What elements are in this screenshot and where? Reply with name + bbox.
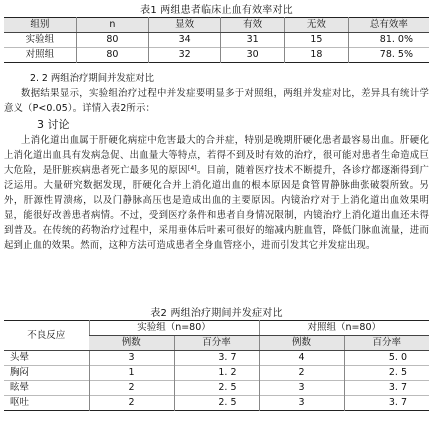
table-cell: 3	[89, 351, 174, 366]
table1-header-cell: 无效	[285, 18, 349, 33]
table-cell: 3	[259, 381, 344, 396]
table-cell: 2	[259, 366, 344, 381]
table1-grid	[4, 17, 429, 63]
table-row	[4, 33, 429, 48]
table2-subheader: 百分率	[174, 336, 259, 351]
table-cell: 3	[259, 396, 344, 411]
table2-caption: 表2 两组治疗期间并发症对比	[150, 308, 283, 319]
table-cell: 30	[221, 48, 285, 63]
table-cell: 呕吐	[4, 396, 89, 411]
table1-header-cell: n	[76, 18, 148, 33]
section-3-paragraph	[4, 133, 429, 253]
table-cell: 眩晕	[4, 381, 89, 396]
table1-header-cell: 显效	[149, 18, 221, 33]
table-cell: 80	[76, 48, 148, 63]
table-cell: 胸闷	[4, 366, 89, 381]
table-cell: 4	[259, 351, 344, 366]
table2-group-header-row	[4, 321, 429, 336]
table-cell: 2. 5	[344, 366, 429, 381]
table1-header-row	[4, 18, 429, 33]
table-row	[4, 48, 429, 63]
table2-subheader: 例数	[89, 336, 174, 351]
table-row	[4, 351, 429, 366]
table2-subheader: 例数	[259, 336, 344, 351]
table2	[4, 307, 429, 411]
table-cell: 3. 7	[174, 351, 259, 366]
section-2-2-paragraph: 数据结果显示，实验组治疗过程中并发症要明显多于对照组，两组并发症对比，差异具有统计学意义（P<0.05）。详情入表2所示：	[4, 88, 429, 114]
body-text	[4, 71, 429, 253]
table-cell: 5. 0	[344, 351, 429, 366]
table-cell: 2	[89, 381, 174, 396]
table-cell: 对照组	[4, 48, 76, 63]
table-cell: 头晕	[10, 352, 30, 363]
table-row	[4, 381, 429, 396]
table2-row-header: 不良反应	[4, 321, 89, 351]
table-cell: 1	[89, 366, 174, 381]
table-cell: 18	[285, 48, 349, 63]
table1-header-cell: 组别	[4, 18, 76, 33]
table2-subheader: 百分率	[344, 336, 429, 351]
table-cell: 80	[76, 33, 148, 48]
table-cell: 31	[221, 33, 285, 48]
table-cell: 3. 7	[344, 396, 429, 411]
table-cell: 实验组	[25, 34, 55, 45]
table-row	[4, 366, 429, 381]
table-cell: 2. 5	[174, 396, 259, 411]
table1-header-cell: 有效	[221, 18, 285, 33]
paragraph-text: 。目前，随着医疗技术不断提升，各诊疗都逐渐得到广泛运用。大量研究数据发现，肝硬化合并上消化道出血的根本原因是食管胃静脉曲张破裂所致。另外，肝源性胃溃疡，以及门静脉高压也是造成出血的主要原因。内镜治疗对于上消化道出血效果明显，能很好改善患者病情。不过，受到医疗条件和患者自身情况限制，内镜治疗上消化道出血还未得到普及。在传统的药物治疗过程中，采用垂体后叶素可很好的缩减内脏血管，降低门脉血流量，进而起到止血的效果。然而，这种方法可造成患者全身血管痉小，进而引发其它并发症出现。	[4, 165, 429, 251]
section-heading-2-2: 2. 2 两组治疗期间并发症对比	[30, 73, 154, 84]
table-cell: 81. 0%	[348, 33, 429, 48]
table-cell: 15	[285, 33, 349, 48]
table-cell: 78. 5%	[348, 48, 429, 63]
table-cell: 32	[149, 48, 221, 63]
table1-header-cell: 总有效率	[348, 18, 429, 33]
table1-caption: 表1 两组患者临床止血有效率对比	[140, 5, 293, 16]
citation-ref: [4]	[187, 165, 197, 172]
paragraph-text: 上消化道出血属于肝硬化病症中危害最大的合并症，特别是晚期肝硬化患者最容易出血。肝硬化上消化道出血具有发病急促、出血量大等特点，若得不到及时有效的治疗，很可能对患者生命造成巨大危险，是肝脏疾病患者死亡最多见的原因	[4, 135, 429, 176]
table-cell: 2. 5	[174, 381, 259, 396]
table1	[4, 4, 429, 63]
section-heading-3: 3 讨论	[37, 118, 70, 131]
table2-group-header: 对照组（n=80）	[259, 321, 429, 336]
table-cell: 2	[89, 396, 174, 411]
table-cell: 3. 7	[344, 381, 429, 396]
table-row	[4, 396, 429, 411]
table-cell: 34	[149, 33, 221, 48]
table2-group-header: 实验组（n=80）	[89, 321, 259, 336]
table-cell: 1. 2	[174, 366, 259, 381]
table2-grid	[4, 320, 429, 411]
